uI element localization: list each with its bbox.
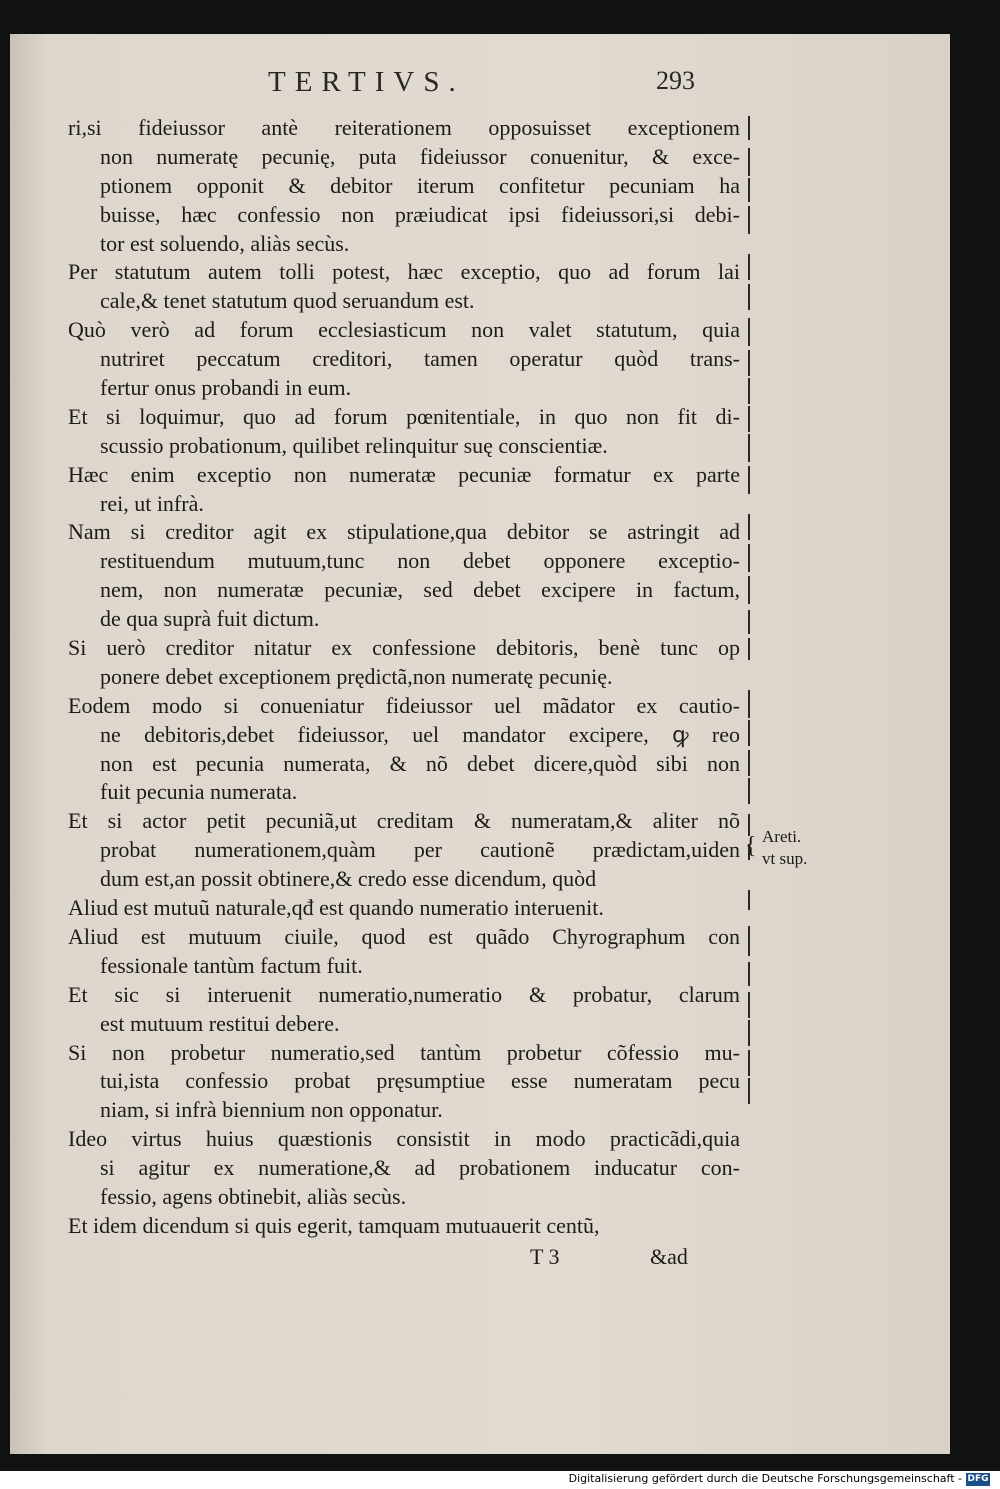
text-line: Et si loquimur, quo ad forum pœnitentiale, in quo non fit di- bbox=[68, 403, 740, 429]
funding-note: Digitalisierung gefördert durch die Deutsche Forschungsgemeinschaft - bbox=[568, 1472, 962, 1485]
brace-glyph: { bbox=[745, 833, 757, 859]
margin-rule-mark bbox=[748, 962, 750, 986]
text-line: est mutuum restitui debere. bbox=[100, 1010, 340, 1036]
margin-rule-mark bbox=[748, 178, 750, 202]
text-line: Aliud est mutuum ciuile, quod est quãdo Chyrographum con bbox=[68, 923, 740, 949]
margin-rule-mark bbox=[748, 890, 750, 910]
paragraph bbox=[68, 1212, 740, 1241]
text-line: ri,si fideiussor antè reiterationem opposuisset exceptionem bbox=[68, 115, 740, 140]
margin-rule-mark bbox=[748, 318, 750, 346]
signature-mark: T 3 bbox=[530, 1244, 560, 1269]
text-line: cale,& tenet statutum quod seruandum est. bbox=[100, 288, 475, 314]
margin-rule-mark bbox=[748, 926, 750, 956]
text-line: Si uerò creditor nitatur ex confessione debitoris, benè tunc op bbox=[68, 635, 740, 661]
text-line: non numeratę pecunię, puta fideiussor conuenitur, & exce- bbox=[100, 143, 740, 169]
paragraph bbox=[68, 1125, 740, 1212]
text-line: nutriret peccatum creditori, tamen operatur quòd trans- bbox=[100, 346, 740, 372]
margin-rule-mark bbox=[748, 514, 750, 540]
text-line: fessionale tantùm factum fuit. bbox=[100, 952, 363, 978]
margin-rule-marks bbox=[744, 114, 756, 1254]
text-line: tor est soluendo, aliàs secùs. bbox=[100, 230, 350, 256]
marginal-note-line: vt sup. bbox=[762, 849, 808, 868]
text-line: Nam si creditor agit ex stipulatione,qua debitor se astringit ad bbox=[68, 519, 740, 545]
margin-rule-mark bbox=[748, 466, 750, 494]
paragraph bbox=[68, 518, 740, 634]
paragraph bbox=[68, 981, 740, 1039]
text-line: ne debitoris,debet fideiussor, uel mandator excipere, ꝙ reo bbox=[100, 721, 740, 747]
paragraph bbox=[68, 807, 740, 894]
page-header bbox=[0, 66, 1000, 106]
margin-rule-mark bbox=[748, 406, 750, 432]
paragraph bbox=[68, 403, 740, 461]
paragraph bbox=[68, 634, 740, 692]
text-line: Et idem dicendum si quis egerit, tamquam mutuauerit centũ, bbox=[68, 1212, 600, 1238]
margin-rule-mark bbox=[748, 434, 750, 462]
catchword-line bbox=[0, 1244, 1000, 1278]
dfg-logo: DFG bbox=[967, 1474, 989, 1484]
text-line: ponere debet exceptionem prędictã,non numeratę pecunię. bbox=[100, 663, 613, 689]
margin-rule-mark bbox=[748, 1078, 750, 1104]
text-line: buisse, hæc confessio non præiudicat ipsi fideiussori,si debi- bbox=[100, 201, 740, 227]
margin-rule-mark bbox=[748, 350, 750, 376]
text-line: restituendum mutuum,tunc non debet opponere exceptio- bbox=[100, 548, 740, 574]
text-line: non est pecunia numerata, & nõ debet dicere,quòd sibi non bbox=[100, 750, 740, 776]
text-line: fertur onus probandi in eum. bbox=[100, 375, 352, 401]
margin-rule-mark bbox=[748, 992, 750, 1018]
margin-rule-mark bbox=[748, 544, 750, 572]
text-line: Per statutum autem tolli potest, hæc exceptio, quo ad forum lai bbox=[68, 259, 740, 285]
text-line: tui,ista confessio probat pręsumptiue esse numeratam pecu bbox=[100, 1068, 740, 1094]
text-line: rei, ut infrà. bbox=[100, 490, 204, 516]
margin-rule-mark bbox=[748, 778, 750, 804]
text-line: Hæc enim exceptio non numeratæ pecuniæ formatur ex parte bbox=[68, 461, 740, 487]
margin-rule-mark bbox=[748, 1020, 750, 1046]
text-line: dum est,an possit obtinere,& credo esse dicendum, quòd bbox=[100, 866, 597, 892]
margin-rule-mark bbox=[748, 720, 750, 746]
margin-rule-mark bbox=[748, 610, 750, 634]
margin-rule-mark bbox=[748, 690, 750, 718]
paragraph bbox=[68, 461, 740, 519]
text-line: Quò verò ad forum ecclesiasticum non valet statutum, quia bbox=[68, 317, 740, 343]
text-line: si agitur ex numeratione,& ad probationem inducatur con- bbox=[100, 1155, 740, 1181]
margin-rule-mark bbox=[748, 148, 750, 176]
margin-rule-mark bbox=[748, 284, 750, 310]
text-line: fessio, agens obtinebit, aliàs secùs. bbox=[100, 1183, 407, 1209]
running-head: TERTIVS. bbox=[268, 66, 465, 98]
paragraph bbox=[68, 923, 740, 981]
paragraph bbox=[68, 1039, 740, 1126]
text-line: Et si actor petit pecuniã,ut creditam & numeratam,& aliter nõ bbox=[68, 808, 740, 834]
page-number: 293 bbox=[656, 66, 695, 95]
margin-rule-mark bbox=[748, 116, 750, 140]
text-line: nem, non numeratæ pecuniæ, sed debet excipere in factum, bbox=[100, 577, 740, 603]
text-line: de qua suprà fuit dictum. bbox=[100, 606, 320, 632]
margin-rule-mark bbox=[748, 254, 750, 280]
text-line: Eodem modo si conueniatur fideiussor uel mãdator ex cautio- bbox=[68, 692, 740, 718]
margin-rule-mark bbox=[748, 638, 750, 660]
footer-bar bbox=[0, 1471, 1000, 1489]
paragraph bbox=[68, 692, 740, 808]
main-text bbox=[68, 114, 740, 1241]
text-line: probat numerationem,quàm per cautionẽ prædictam,uiden bbox=[100, 837, 740, 863]
catchword: &ad bbox=[650, 1244, 688, 1269]
margin-rule-mark bbox=[748, 206, 750, 234]
marginal-note-line: Areti. bbox=[762, 827, 802, 846]
text-line: Ideo virtus huius quæstionis consistit in modo practicãdi,quia bbox=[68, 1126, 740, 1152]
paragraph bbox=[68, 894, 740, 923]
margin-rule-mark bbox=[748, 378, 750, 404]
text-line: Si non probetur numeratio,sed tantùm probetur cõfessio mu- bbox=[68, 1039, 740, 1065]
text-line: ptionem opponit & debitor iterum confitetur pecuniam ha bbox=[100, 172, 740, 198]
paragraph bbox=[68, 114, 740, 258]
margin-rule-mark bbox=[748, 1050, 750, 1076]
paragraph bbox=[68, 258, 740, 316]
paragraph bbox=[68, 316, 740, 403]
margin-rule-mark bbox=[748, 750, 750, 776]
text-line: niam, si infrà biennium non opponatur. bbox=[100, 1097, 443, 1123]
text-line: scussio probationum, quilibet relinquitur suę conscientiæ. bbox=[100, 432, 608, 458]
text-line: fuit pecunia numerata. bbox=[100, 779, 298, 805]
text-line: Aliud est mutuũ naturale,qđ est quando numeratio interuenit. bbox=[68, 895, 604, 921]
text-line: Et sic si interuenit numeratio,numeratio & probatur, clarum bbox=[68, 981, 740, 1007]
margin-rule-mark bbox=[748, 576, 750, 604]
